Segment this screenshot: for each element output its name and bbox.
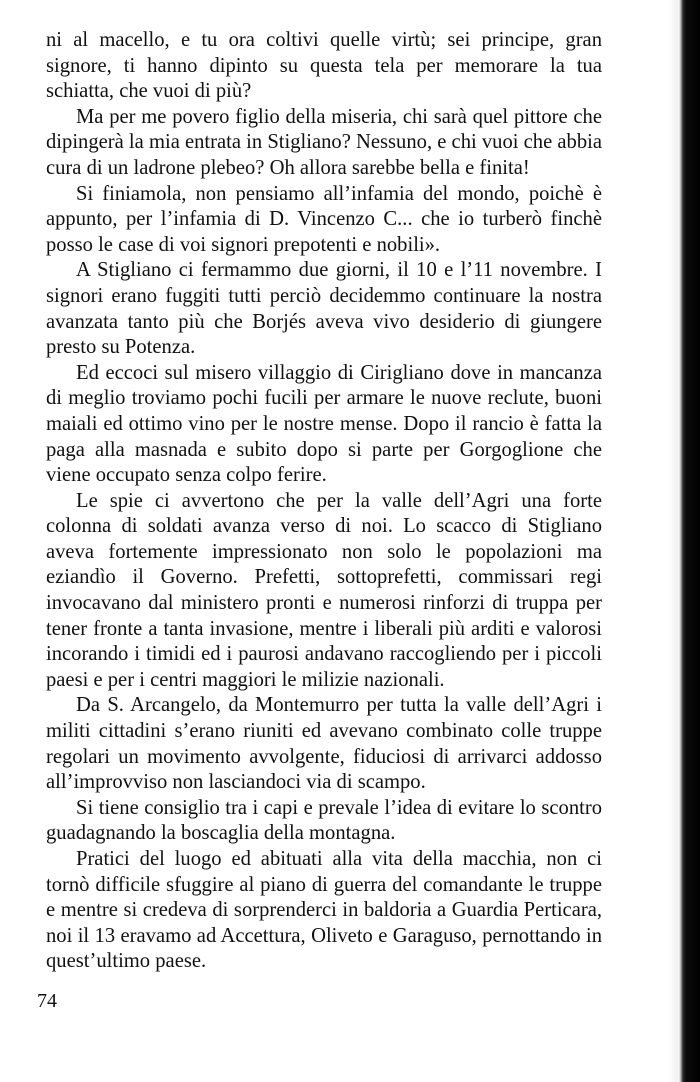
body-text bbox=[46, 28, 602, 975]
paragraph-6: Le spie ci avvertono che per la valle dell’Agri una forte colonna di soldati avanza verso di noi. Lo scacco di Stigliano aveva fortemente impressionato non solo le popolazioni ma eziandìo il Governo. Prefetti, sottoprefetti, commissari regi invocavano dal ministero pronti e numerosi rinforzi di truppa per tener fronte a tanta invasione, mentre i liberali più arditi e valorosi incorando i timidi ed i paurosi andavano raccogliendo per i piccoli paesi e per i centri maggiori le milizie nazionali. bbox=[46, 489, 602, 691]
paragraph-4: A Stigliano ci fermammo due giorni, il 10 e l’11 novembre. I signori erano fuggiti tutti perciò decidemmo continuare la nostra avanzata tanto più che Borjés aveva vivo desiderio di giungere presto su Potenza. bbox=[46, 259, 602, 359]
paragraph-7: Da S. Arcangelo, da Montemurro per tutta la valle dell’Agri i militi cittadini s’erano riuniti ed avevano combinato colle truppe regolari un movimento avvolgente, fiduciosi di arrivarci addosso all’improvviso non lasciandoci via di scampo. bbox=[46, 694, 602, 794]
page-number: 74 bbox=[37, 990, 57, 1012]
paragraph-2: Ma per me povero figlio della miseria, chi sarà quel pittore che dipingerà la mia entrata in Stigliano? Nessuno, e chi vuoi che abbia cura di un ladrone plebeo? Oh allora sarebbe bella e finita! bbox=[46, 105, 602, 179]
book-binding-edge bbox=[678, 0, 700, 1082]
paragraph-5: Ed eccoci sul misero villaggio di Cirigliano dove in mancanza di meglio troviamo pochi fucili per armare le nuove reclute, buoni maiali ed ottimo vino per le nostre mense. Dopo il rancio è fatta la paga alla masnada e subito dopo si parte per Gorgoglione che viene occupato senza colpo ferire. bbox=[46, 361, 602, 487]
binding-shadow bbox=[668, 0, 678, 1082]
paragraph-1: ni al macello, e tu ora coltivi quelle virtù; sei principe, gran signore, ti hanno dipinto su questa tela per memorare la tua schiatta, che vuoi di più? bbox=[46, 29, 602, 103]
paragraph-9: Pratici del luogo ed abituati alla vita della macchia, non ci tornò difficile sfuggire al piano di guerra del comandante le truppe e mentre si credeva di sorprenderci in baldoria a Guardia Perticara, noi il 13 eravamo ad Accettura, Oliveto e Garaguso, pernottando in quest’ultimo paese. bbox=[46, 848, 602, 973]
paragraph-3: Si finiamola, non pensiamo all’infamia del mondo, poichè è appunto, per l’infamia di D. Vincenzo C... che io turberò finchè posso le case di voi signori prepotenti e nobili». bbox=[46, 182, 602, 256]
paragraph-8: Si tiene consiglio tra i capi e prevale l’idea di evitare lo scontro guadagnando la boscaglia della montagna. bbox=[46, 796, 602, 845]
